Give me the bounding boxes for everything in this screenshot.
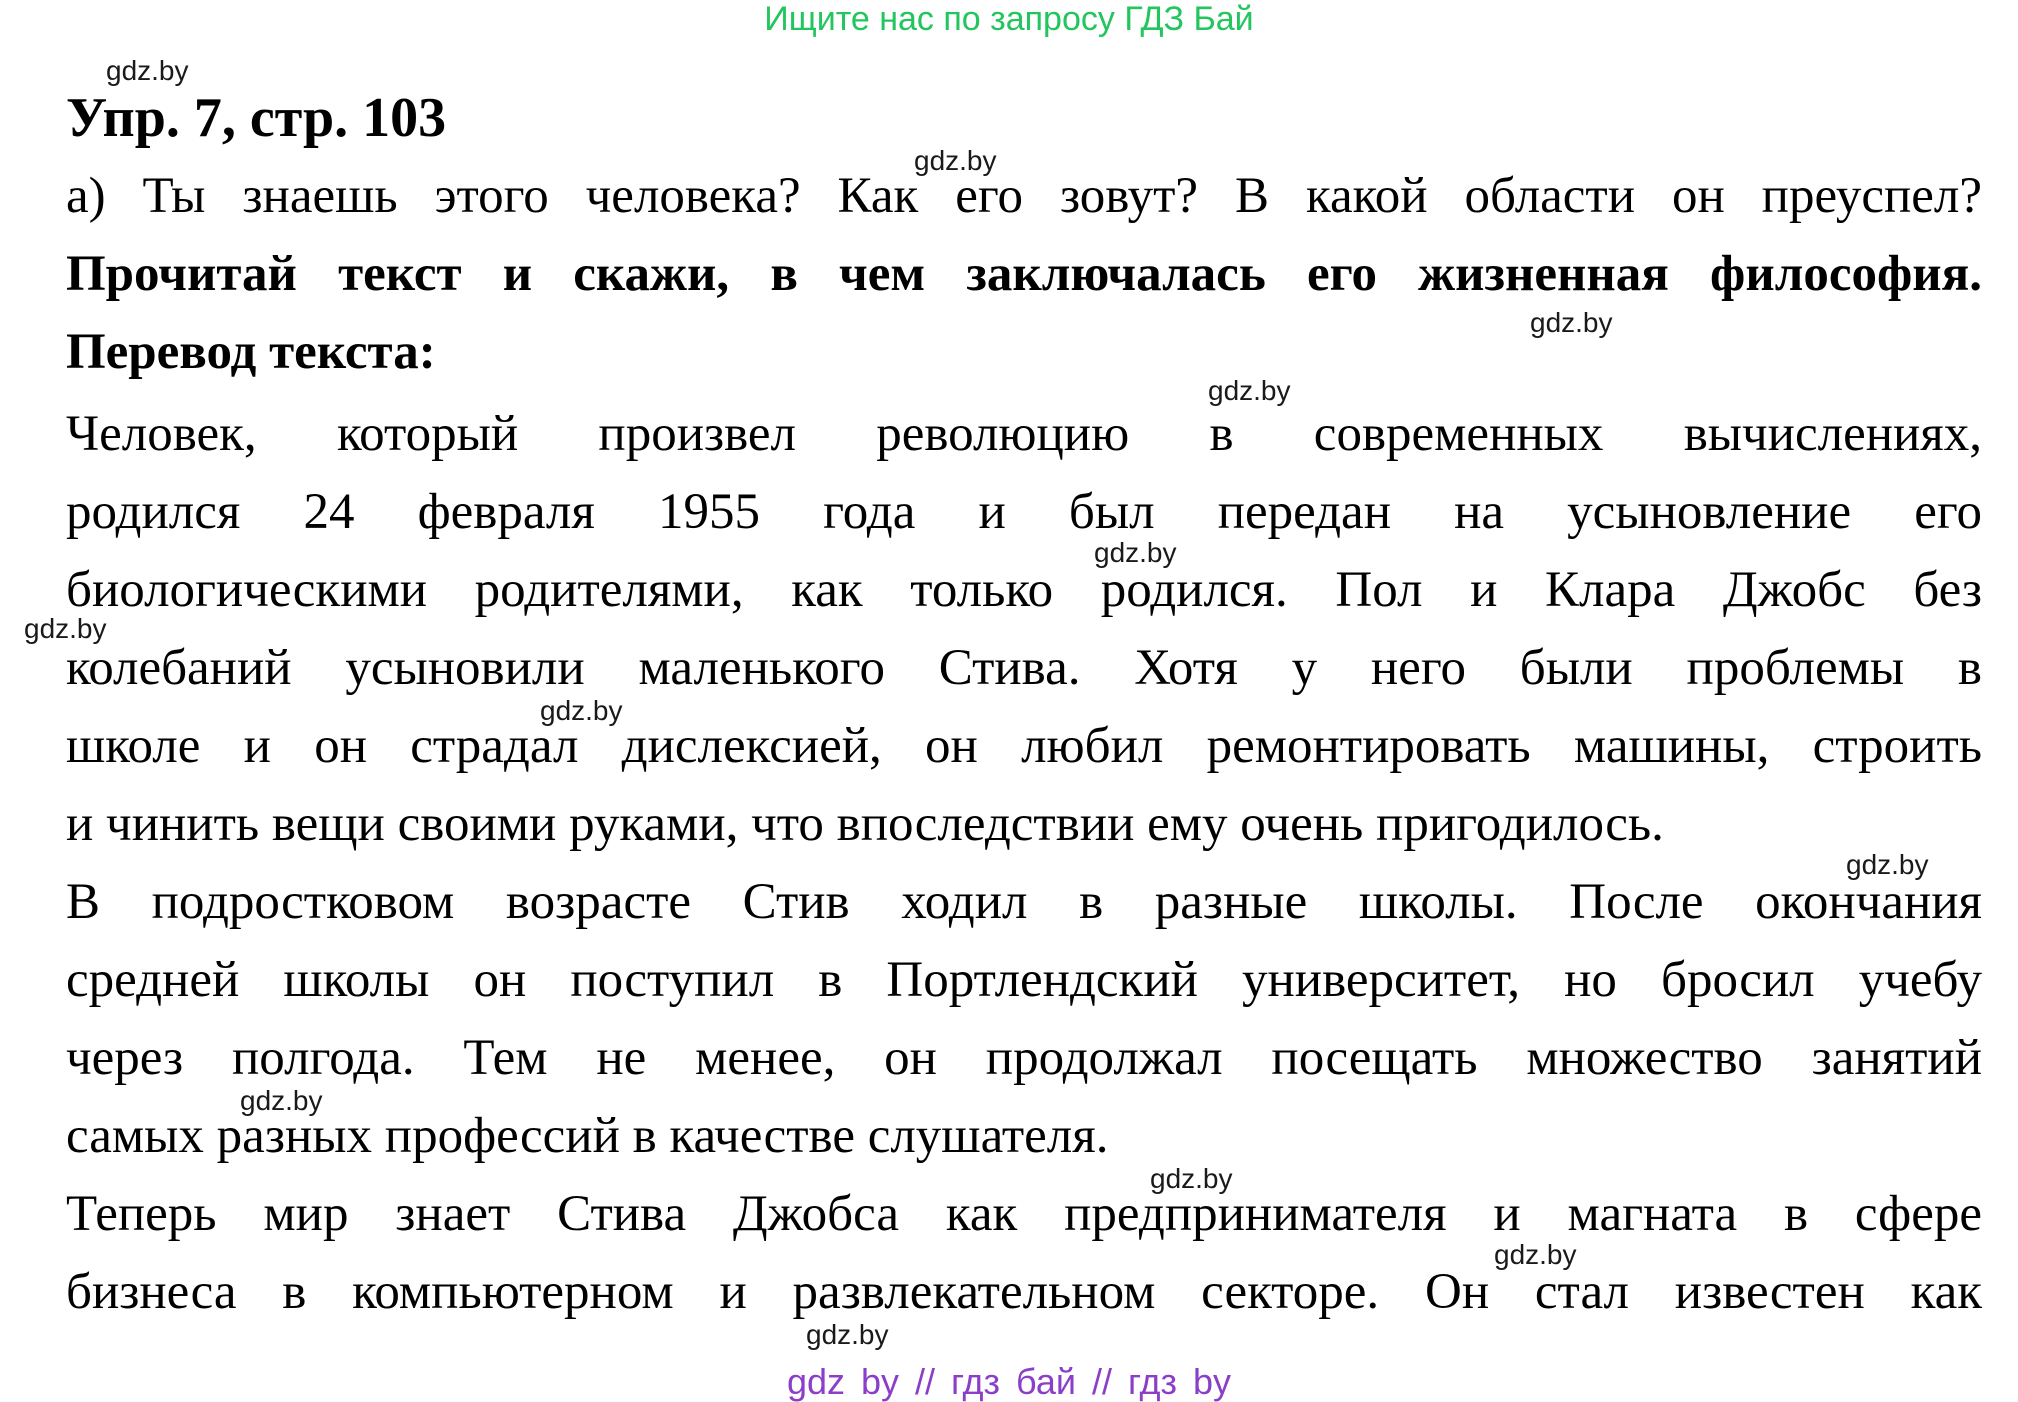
top-banner: Ищите нас по запросу ГДЗ Бай bbox=[764, 0, 1254, 38]
translation-label: Перевод текста: bbox=[66, 324, 436, 380]
watermark: gdz.by bbox=[540, 695, 623, 726]
text-line: В подростковом возрасте Стив ходил в разные школы. После окончания bbox=[66, 874, 1982, 930]
text-line: через полгода. Тем не менее, он продолжал посещать множество занятий bbox=[66, 1030, 1982, 1086]
watermark: gdz.by bbox=[24, 613, 107, 644]
text-line: бизнеса в компьютерном и развлекательном секторе. Он стал известен как bbox=[66, 1264, 1982, 1320]
text-line: Человек, который произвел революцию в современных вычислениях, bbox=[66, 406, 1982, 462]
watermark: gdz.by bbox=[240, 1085, 323, 1116]
text-line: средней школы он поступил в Портлендский университет, но бросил учебу bbox=[66, 952, 1982, 1008]
task-question: а) Ты знаешь этого человека? Как его зовут? В какой области он преуспел? bbox=[66, 168, 1982, 224]
text-line: и чинить вещи своими руками, что впоследствии ему очень пригодилось. bbox=[66, 796, 1664, 852]
watermark: gdz.by bbox=[1208, 375, 1291, 406]
text-line: самых разных профессий в качестве слушателя. bbox=[66, 1108, 1109, 1164]
watermark: gdz.by bbox=[1094, 537, 1177, 568]
text-line: школе и он страдал дислексией, он любил ремонтировать машины, строить bbox=[66, 718, 1982, 774]
watermark: gdz.by bbox=[106, 55, 189, 86]
text-line: родился 24 февраля 1955 года и был передан на усыновление его bbox=[66, 484, 1982, 540]
watermark: gdz.by bbox=[1150, 1163, 1233, 1194]
task-instruction: Прочитай текст и скажи, в чем заключалась его жизненная философия. bbox=[66, 246, 1982, 302]
watermark: gdz.by bbox=[914, 145, 997, 176]
text-line: биологическими родителями, как только родился. Пол и Клара Джобс без bbox=[66, 562, 1982, 618]
watermark: gdz.by bbox=[1494, 1239, 1577, 1270]
watermark: gdz.by bbox=[806, 1319, 889, 1350]
exercise-heading: Упр. 7, стр. 103 bbox=[66, 87, 447, 149]
watermark: gdz.by bbox=[1846, 849, 1929, 880]
watermark: gdz.by bbox=[1530, 307, 1613, 338]
text-line: колебаний усыновили маленького Стива. Хотя у него были проблемы в bbox=[66, 640, 1982, 696]
bottom-banner: gdz by // гдз бай // гдз by bbox=[786, 1361, 1232, 1402]
text-line: Теперь мир знает Стива Джобса как предпринимателя и магната в сфере bbox=[66, 1186, 1982, 1242]
